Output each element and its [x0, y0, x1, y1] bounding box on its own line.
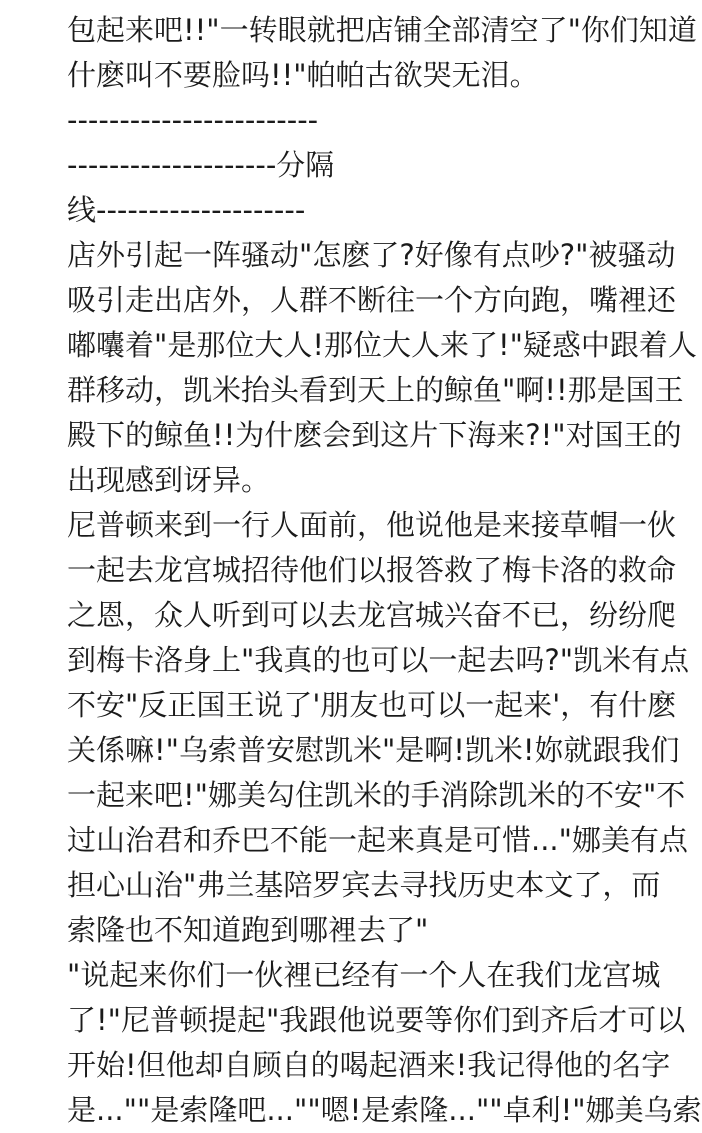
text-line: 出现感到讶异。	[67, 463, 271, 497]
text-line: 一起来吧!"娜美勾住凯米的手消除凯米的不安"不	[67, 778, 686, 812]
separator-line: --------------------分隔	[67, 148, 335, 182]
text-line: 索隆也不知道跑到哪裡去了"	[67, 913, 429, 947]
text-line: 关係嘛!"乌索普安慰凯米"是啊!凯米!妳就跟我们	[67, 733, 680, 767]
text-line: 一起去龙宫城招待他们以报答救了梅卡洛的救命	[67, 553, 677, 587]
text-line: "说起来你们一伙裡已经有一个人在我们龙宫城	[67, 958, 661, 992]
text-line: 不安"反正国王说了'朋友也可以一起来'，有什麽	[67, 688, 677, 722]
text-line: 嘟囔着"是那位大人!那位大人来了!"疑惑中跟着人	[67, 328, 697, 362]
text-line: 了!"尼普顿提起"我跟他说要等你们到齐后才可以	[67, 1003, 686, 1037]
text-line: 店外引起一阵骚动"怎麽了?好像有点吵?"被骚动	[67, 238, 676, 272]
text-line: 之恩，众人听到可以去龙宫城兴奋不已，纷纷爬	[67, 598, 677, 632]
text-line: 到梅卡洛身上"我真的也可以一起去吗?"凯米有点	[67, 643, 690, 677]
separator-line: 线--------------------	[67, 193, 306, 227]
text-line: 尼普顿来到一行人面前，他说他是来接草帽一伙	[67, 508, 677, 542]
text-line: 殿下的鲸鱼!!为什麽会到这片下海来?!"对国王的	[67, 418, 682, 452]
text-line: 是...""是索隆吧...""嗯!是索隆...""卓利!"娜美乌索	[67, 1093, 702, 1127]
text-line: 开始!但他却自顾自的喝起酒来!我记得他的名字	[67, 1048, 671, 1082]
text-line: 什麽叫不要脸吗!!"帕帕古欲哭无泪。	[67, 58, 539, 92]
text-line: 吸引走出店外，人群不断往一个方向跑，嘴裡还	[67, 283, 677, 317]
text-line: 过山治君和乔巴不能一起来真是可惜..."娜美有点	[67, 823, 688, 857]
text-line: 担心山治"弗兰基陪罗宾去寻找历史本文了，而	[67, 868, 661, 902]
text-line: 包起来吧!!"一转眼就把店铺全部清空了"你们知道	[67, 13, 697, 47]
text-line: 群移动，凯米抬头看到天上的鲸鱼"啊!!那是国王	[67, 373, 684, 407]
separator-line: ------------------------	[67, 103, 319, 137]
